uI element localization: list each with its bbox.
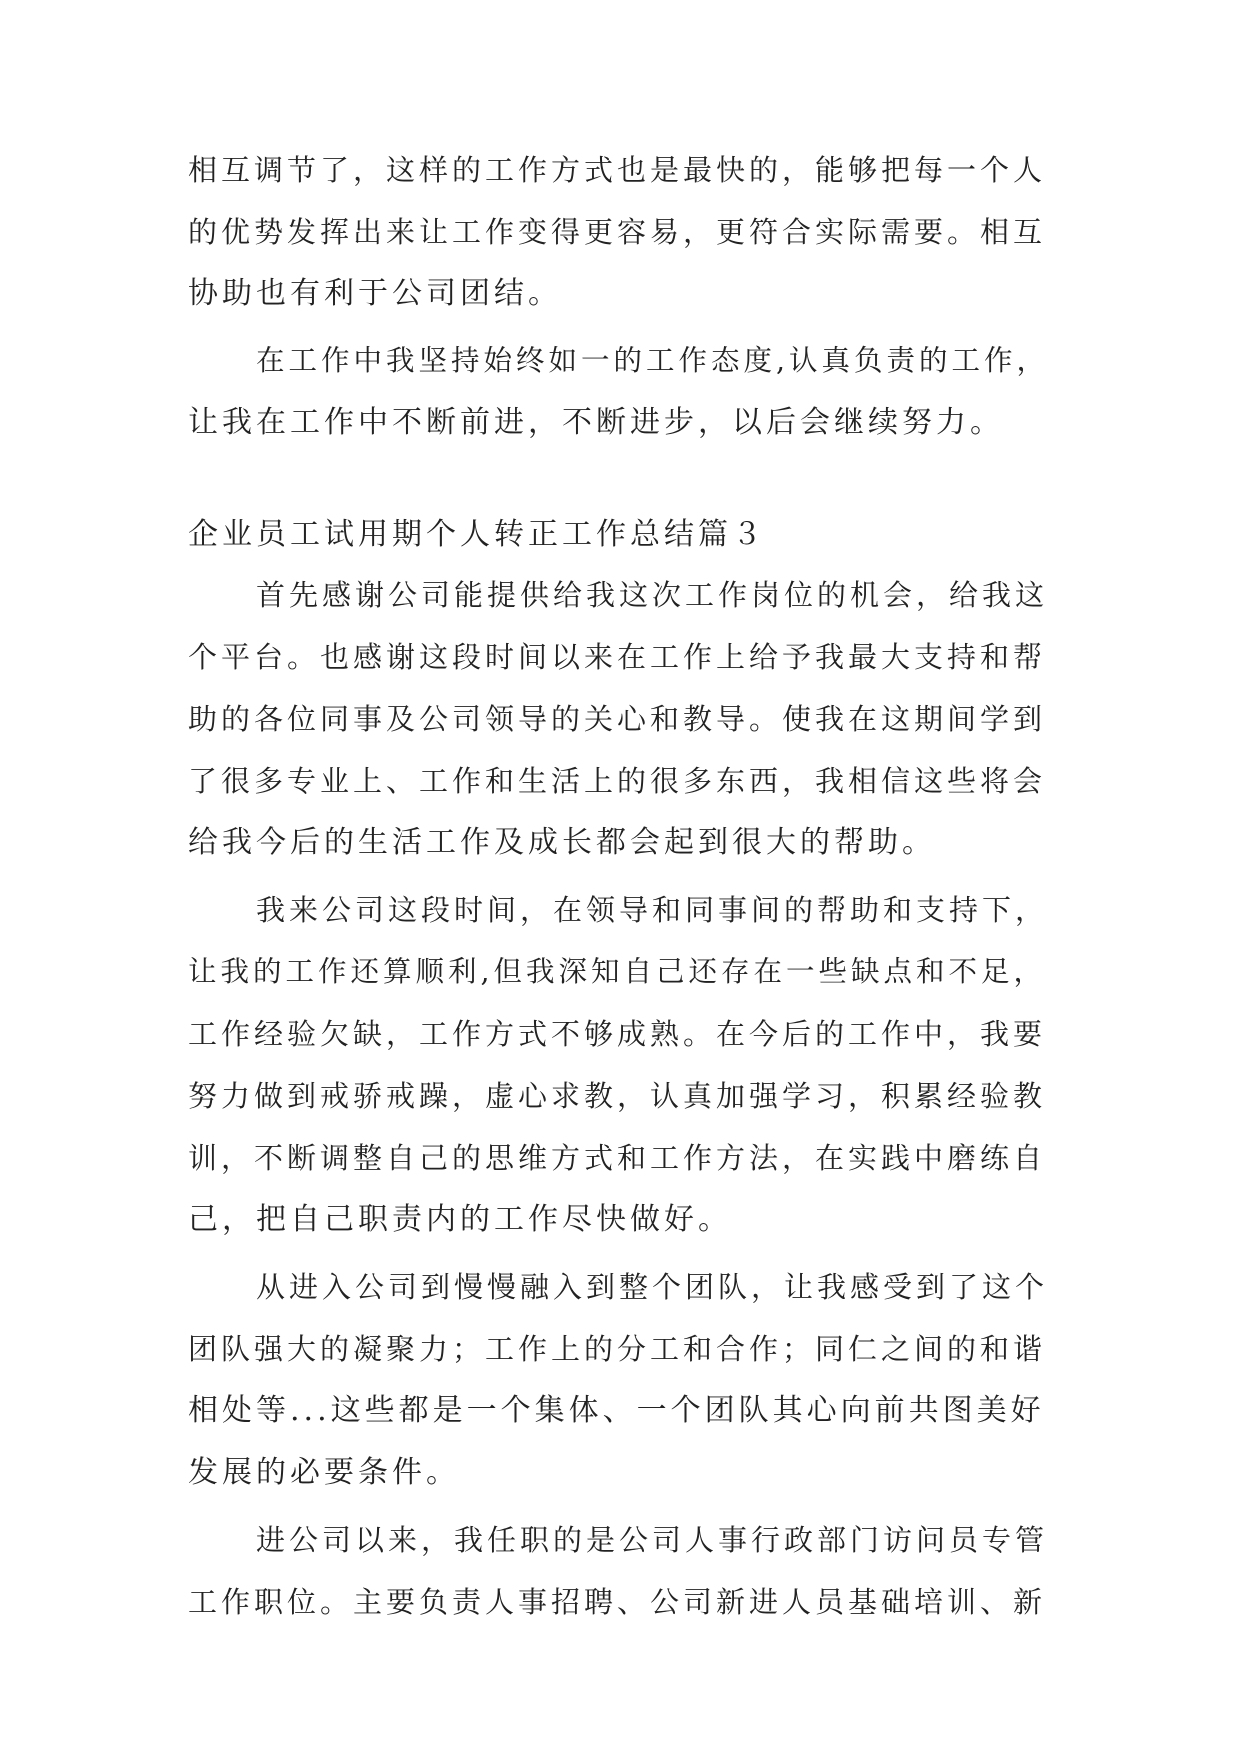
text-line: 努力做到戒骄戒躁，虚心求教，认真加强学习，积累经验教 xyxy=(188,1079,1047,1113)
text-line: 相互调节了，这样的工作方式也是最快的，能够把每一个人 xyxy=(188,153,1047,187)
text-line: 在工作中我坚持始终如一的工作态度,认真负责的工作， xyxy=(256,344,1050,377)
text-line: 训，不断调整自己的思维方式和工作方法，在实践中磨练自 xyxy=(188,1141,1047,1175)
text-line: 协助也有利于公司团结。 xyxy=(188,276,562,311)
text-line: 首先感谢公司能提供给我这次工作岗位的机会，给我这 xyxy=(256,578,1049,612)
text-line: 己，把自己职责内的工作尽快做好。 xyxy=(188,1202,732,1237)
text-line: 给我今后的生活工作及成长都会起到很大的帮助。 xyxy=(188,825,936,860)
section-heading: 企业员工试用期个人转正工作总结篇３ xyxy=(188,517,766,552)
text-line: 团队强大的凝聚力；工作上的分工和合作；同仁之间的和谐 xyxy=(188,1332,1047,1366)
text-line: 发展的必要条件。 xyxy=(188,1455,460,1490)
text-line: 进公司以来，我任职的是公司人事行政部门访问员专管 xyxy=(256,1523,1049,1557)
text-line: 我来公司这段时间，在领导和同事间的帮助和支持下， xyxy=(256,893,1049,927)
text-line: 让我的工作还算顺利,但我深知自己还存在一些缺点和不足， xyxy=(188,955,1047,988)
text-line: 从进入公司到慢慢融入到整个团队，让我感受到了这个 xyxy=(256,1270,1049,1304)
text-line: 的优势发挥出来让工作变得更容易，更符合实际需要。相互 xyxy=(188,215,1047,249)
text-line: 工作职位。主要负责人事招聘、公司新进人员基础培训、新 xyxy=(188,1585,1047,1619)
text-line: 让我在工作中不断前进，不断进步，以后会继续努力。 xyxy=(188,405,1004,440)
text-line: 助的各位同事及公司领导的关心和教导。使我在这期间学到 xyxy=(188,702,1047,736)
text-line: 个平台。也感谢这段时间以来在工作上给予我最大支持和帮 xyxy=(188,640,1047,674)
text-line: 工作经验欠缺，工作方式不够成熟。在今后的工作中，我要 xyxy=(188,1017,1047,1051)
text-line: 了很多专业上、工作和生活上的很多东西，我相信这些将会 xyxy=(188,764,1047,798)
text-line: 相处等...这些都是一个集体、一个团队其心向前共图美好 xyxy=(188,1393,1045,1428)
